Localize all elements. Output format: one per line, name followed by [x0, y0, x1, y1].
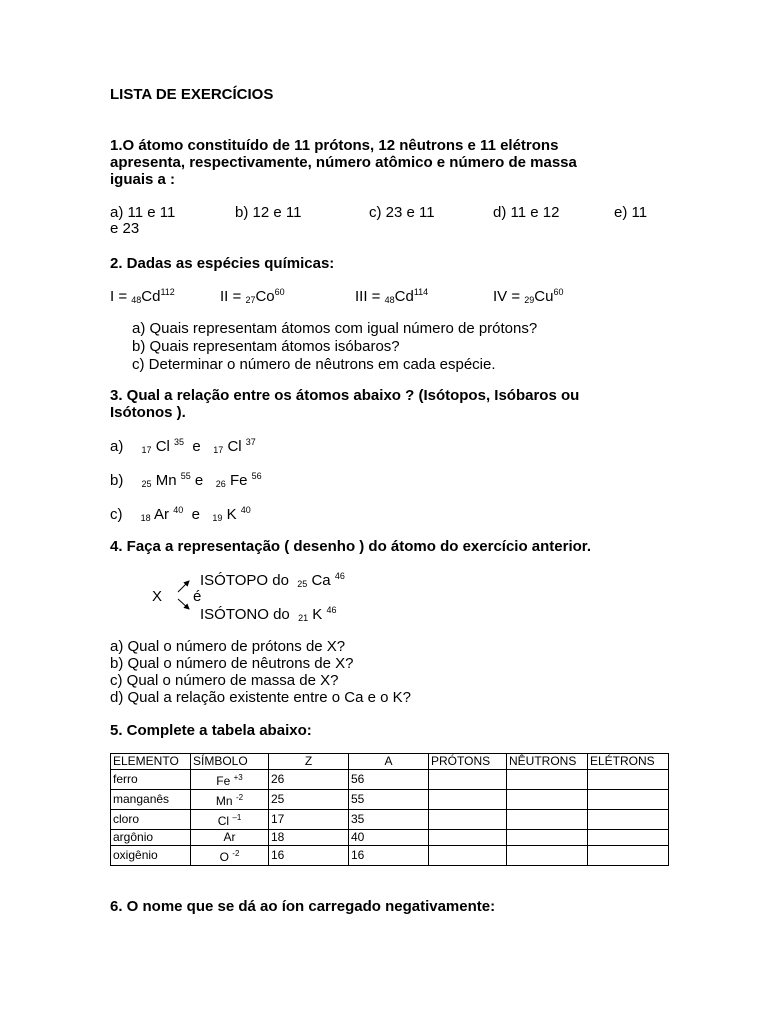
q6-title: 6. O nome que se dá ao íon carregado negativamente:	[110, 898, 496, 915]
q4-title: 4. Faça a representação ( desenho ) do átomo do exercício anterior.	[110, 538, 591, 555]
header-eletrons: ELÉTRONS	[588, 754, 669, 770]
q2-item-a: a) Quais representam átomos com igual número de prótons?	[132, 320, 538, 337]
q1-option-e: e) 11	[614, 204, 648, 221]
header-neutrons: NÊUTRONS	[507, 754, 588, 770]
q1-option-e-cont: e 23	[110, 220, 140, 237]
q3-row-b: b) $_{25}$ Mn $^{55}$ e $_{26}$ Fe $^{56}$	[110, 471, 262, 489]
q2-species-2: II = $_{27}Co^{60}$	[220, 287, 285, 305]
q1-option-b: b) 12 e 11	[235, 204, 302, 221]
cell-z: 26	[269, 770, 349, 790]
cell-neutrons[interactable]	[507, 846, 588, 866]
cell-neutrons[interactable]	[507, 810, 588, 830]
header-a: A	[349, 754, 429, 770]
q1-line2: apresenta, respectivamente, número atômico e número de massa	[110, 154, 577, 171]
cell-symbol: Cl $^{-1}$	[191, 810, 269, 830]
cell-z: 16	[269, 846, 349, 866]
cell-a: 55	[349, 790, 429, 810]
cell-protons[interactable]	[429, 810, 507, 830]
arrow-down-icon	[178, 599, 189, 609]
cell-symbol: Fe $^{+3}$	[191, 770, 269, 790]
q4-item-b: b) Qual o número de nêutrons de X?	[110, 655, 354, 672]
cell-neutrons[interactable]	[507, 790, 588, 810]
q2-species-1: $I = _{48}Cd^{112}$	[110, 287, 175, 305]
header-elemento: ELEMENTO	[111, 754, 191, 770]
q4-isotope-line: ISÓTOPO do $_{25}$ Ca $^{46}$	[200, 571, 345, 589]
page-title: LISTA DE EXERCÍCIOS	[110, 86, 274, 103]
cell-eletrons[interactable]	[588, 830, 669, 846]
cell-a: 40	[349, 830, 429, 846]
q3-row-c: c) $_{18}$ Ar $^{40}$ e $_{19}$ K $^{40}$	[110, 505, 251, 523]
q1-option-a: a) 11 e 11	[110, 204, 176, 221]
cell-z: 25	[269, 790, 349, 810]
cell-element: argônio	[111, 830, 191, 846]
cell-symbol: O $^{-2}$	[191, 846, 269, 866]
cell-a: 56	[349, 770, 429, 790]
cell-neutrons[interactable]	[507, 770, 588, 790]
q1-line1: 1.O átomo constituído de 11 prótons, 12 nêutrons e 11 elétrons	[110, 137, 559, 154]
header-z: Z	[269, 754, 349, 770]
cell-element: manganês	[111, 790, 191, 810]
cell-eletrons[interactable]	[588, 810, 669, 830]
cell-neutrons[interactable]	[507, 830, 588, 846]
q2-title: 2. Dadas as espécies químicas:	[110, 255, 335, 272]
cell-z: 18	[269, 830, 349, 846]
cell-protons[interactable]	[429, 846, 507, 866]
table-row	[111, 846, 669, 866]
q4-x-label: X	[152, 588, 163, 605]
elements-table	[110, 753, 669, 866]
cell-element: ferro	[111, 770, 191, 790]
header-simbolo: SÍMBOLO	[191, 754, 269, 770]
cell-symbol: Ar	[191, 830, 269, 846]
q3-line1: 3. Qual a relação entre os átomos abaixo ? (Isótopos, Isóbaros ou	[110, 387, 580, 404]
cell-element: oxigênio	[111, 846, 191, 866]
q1-option-d: d) 11 e 12	[493, 204, 560, 221]
q2-species-4: IV = $_{29}Cu^{60}$	[493, 287, 564, 305]
q3-row-a: a) $_{17}$ Cl $^{35}$ e $_{17}$ Cl $^{37}$	[110, 437, 256, 455]
table-header-row	[111, 754, 669, 770]
cell-symbol: Mn $^{-2}$	[191, 790, 269, 810]
table-row	[111, 790, 669, 810]
cell-eletrons[interactable]	[588, 846, 669, 866]
cell-eletrons[interactable]	[588, 790, 669, 810]
q4-isotone-line: ISÓTONO do $_{21}$ K $^{46}$	[200, 605, 337, 623]
table-row	[111, 810, 669, 830]
cell-eletrons[interactable]	[588, 770, 669, 790]
q4-item-a: a) Qual o número de prótons de X?	[110, 638, 346, 655]
q2-item-c: c) Determinar o número de nêutrons em cada espécie.	[132, 356, 496, 373]
cell-a: 16	[349, 846, 429, 866]
cell-a: 35	[349, 810, 429, 830]
q4-e-label: é	[193, 588, 202, 605]
q4-arrows	[172, 578, 194, 612]
q4-item-d: d) Qual a relação existente entre o Ca e o K?	[110, 689, 412, 706]
cell-z: 17	[269, 810, 349, 830]
q1-line3: iguais a :	[110, 171, 176, 188]
cell-element: cloro	[111, 810, 191, 830]
q5-title: 5. Complete a tabela abaixo:	[110, 722, 312, 739]
table-row	[111, 770, 669, 790]
q4-item-c: c) Qual o número de massa de X?	[110, 672, 339, 689]
q2-item-b: b) Quais representam átomos isóbaros?	[132, 338, 400, 355]
header-protons: PRÓTONS	[429, 754, 507, 770]
cell-protons[interactable]	[429, 770, 507, 790]
cell-protons[interactable]	[429, 790, 507, 810]
cell-protons[interactable]	[429, 830, 507, 846]
q1-option-c: c) 23 e 11	[369, 204, 435, 221]
table-row	[111, 830, 669, 846]
q2-species-3: III = $_{48}Cd^{114}$	[355, 287, 429, 305]
arrow-up-icon	[178, 581, 189, 592]
q3-line2: Isótonos ).	[110, 404, 186, 421]
